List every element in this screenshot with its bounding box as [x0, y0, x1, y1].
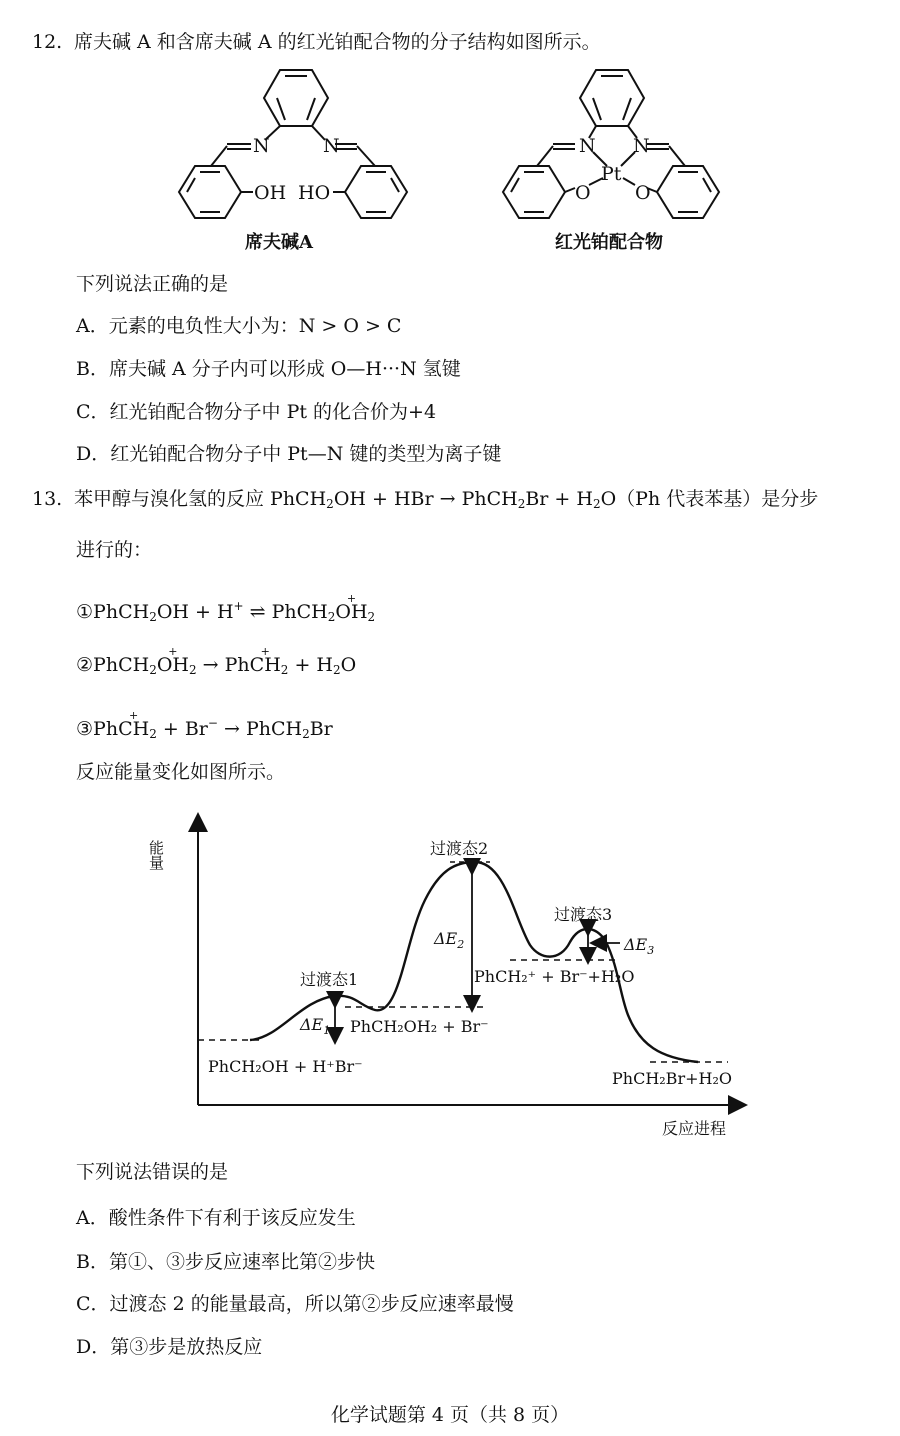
de1-label: $\Delta E_1$ — [300, 1015, 331, 1037]
ts2-label: 过渡态2 — [430, 839, 489, 858]
q13-option-d: D．第③步是放热反应 — [76, 1336, 263, 1358]
q13-option-a: A．酸性条件下有利于该反应发生 — [76, 1207, 356, 1229]
intermediate1-label: PhCH₂OH₂ + Br⁻ — [350, 1017, 489, 1036]
q12-option-a: A．元素的电负性大小为：N > O > C — [76, 315, 402, 337]
q13-stem-cont: 进行的： — [76, 539, 153, 561]
q13-number: 13. — [32, 488, 63, 510]
pt-caption: 红光铂配合物 — [555, 232, 663, 253]
pt-o-left: O — [575, 182, 591, 204]
product-label: PhCH₂Br+H₂O — [612, 1069, 732, 1088]
intermediate2-label: PhCH₂⁺ + Br⁻+H₂O — [474, 967, 635, 986]
schiff-n-right: N — [323, 135, 340, 157]
schiff-caption: 席夫碱A — [245, 232, 313, 253]
q13-option-b: B．第①、③步反应速率比第②步快 — [76, 1251, 375, 1273]
pt-n-left: N — [579, 135, 596, 157]
pt-n-right: N — [633, 135, 650, 157]
pt-o-right: O — [635, 182, 651, 204]
page-footer: 化学试题第 4 页（共 8 页） — [330, 1404, 570, 1426]
q13-stem: 13. 苯甲醇与溴化氢的反应 PhCH$_2$OH + HBr → PhCH$_2$Br + $H_2O(Ph$ 代表苯基）是分步 — [32, 488, 819, 511]
q12-option-d: D．红光铂配合物分子中 Pt—N 键的类型为离子键 — [76, 443, 502, 465]
q12-prompt: 下列说法正确的是 — [76, 273, 229, 295]
pt-complex-structure — [495, 60, 755, 260]
q13-energy-intro: 反应能量变化如图所示。 — [76, 761, 286, 783]
q13-prompt: 下列说法错误的是 — [76, 1161, 229, 1183]
energy-diagram — [147, 800, 760, 1145]
x-axis-label: 反应进程 — [662, 1119, 727, 1138]
ts3-label: 过渡态3 — [554, 905, 613, 924]
schiff-oh: OH — [254, 182, 287, 204]
q12-option-b: B．席夫碱 A 分子内可以形成 O—H···N 氢键 — [76, 358, 461, 380]
q12-number: 12. — [32, 31, 63, 53]
schiff-base-a-structure — [165, 60, 425, 260]
q12-option-c: C．红光铂配合物分子中 Pt 的化合价为+4 — [76, 401, 437, 423]
q12-stem: 12. 席夫碱 A 和含席夫碱 A 的红光铂配合物的分子结构如图所示。 — [32, 31, 601, 53]
reactant-label: PhCH₂OH + H⁺Br⁻ — [208, 1057, 363, 1076]
q13-step-2: ②PhCH$_2$+ $OH_2 \to Ph+ CH_2 + H_2O$ — [76, 653, 356, 682]
y-axis-label: 能量 — [147, 840, 165, 870]
q13-step-3: ③Ph+ $CH_2 + Br^-$ → PhCH$_2$Br — [76, 711, 333, 746]
schiff-n-left: N — [253, 135, 270, 157]
de2-label: $\Delta E_2$ — [434, 929, 465, 951]
pt-atom: Pt — [601, 163, 622, 185]
q13-option-c: C．过渡态 2 的能量最高，所以第②步反应速率最慢 — [76, 1293, 514, 1315]
ts1-label: 过渡态1 — [300, 970, 359, 989]
q13-step-1: ①PhCH$_2$OH + H+ ⇌ PhCH$_2$+ $OH_2$ — [76, 594, 375, 629]
de3-label: $\Delta E_3$ — [624, 935, 655, 957]
schiff-ho: HO — [298, 182, 331, 204]
